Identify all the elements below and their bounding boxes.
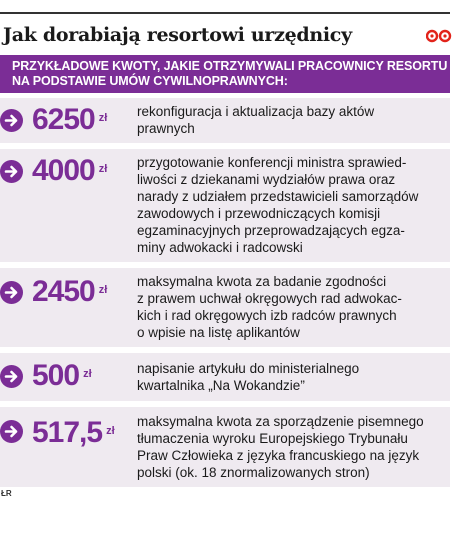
- arrow-right-icon: [0, 160, 23, 183]
- arrow-right-icon: [0, 281, 23, 304]
- amount-value: 6250 zł: [32, 103, 108, 136]
- amount-value: 4000 zł: [32, 154, 108, 187]
- amount-description: maksymalna kwota za badanie zgodności z prawem uchwał okręgowych rad adwokac- kich i rad okręgowych izb radców prawnych o wpisie na listę aplikantów: [137, 274, 402, 340]
- amount-value: 500 zł: [32, 359, 92, 392]
- arrow-right-icon: [0, 109, 23, 132]
- amount-value: 517,5 zł: [32, 416, 115, 449]
- amount-value: 2450 zł: [32, 275, 108, 308]
- amount-row: [0, 268, 450, 347]
- amount-description: maksymalna kwota za sporządzenie pisemnego tłumaczenia wyroku Europejskiego Trybunału Praw Człowieka z języka francuskiego na język polski (ok. 18 znormalizowanych stron): [137, 414, 424, 480]
- amount-row: [0, 353, 450, 401]
- amount-description: napisanie artykułu do ministerialnego kwartalnika „Na Wokandzie”: [137, 361, 360, 393]
- author-credit: ŁR: [1, 489, 12, 498]
- amount-description: rekonfiguracja i aktualizacja bazy aktów prawnych: [137, 104, 375, 136]
- amount-row: [0, 149, 450, 262]
- subheader-line: PRZYKŁADOWE KWOTY, JAKIE OTRZYMYWALI PRACOWNICY RESORTU: [12, 59, 448, 73]
- subheader-line: NA PODSTAWIE UMÓW CYWILNOPRAWNYCH:: [12, 74, 288, 88]
- amount-description: przygotowanie konferencji ministra sprawied- liwości z dziekanami wydziałów prawa oraz narady z udziałem przedstawicieli samorządów zawodowych i przewodniczących komisji egzaminacyjnych przeprowadzających egza- miny adwokacki i radcowski: [137, 155, 419, 255]
- arrow-right-icon: [0, 365, 23, 388]
- amount-row: [0, 98, 450, 143]
- top-rule: [0, 12, 450, 14]
- headline: Jak dorabiają resortowi urzędnicy: [3, 24, 352, 46]
- subheader-banner: [0, 55, 450, 93]
- arrow-right-icon: [0, 420, 23, 443]
- amount-row: [0, 407, 450, 487]
- brand-logo-icon: [426, 29, 452, 43]
